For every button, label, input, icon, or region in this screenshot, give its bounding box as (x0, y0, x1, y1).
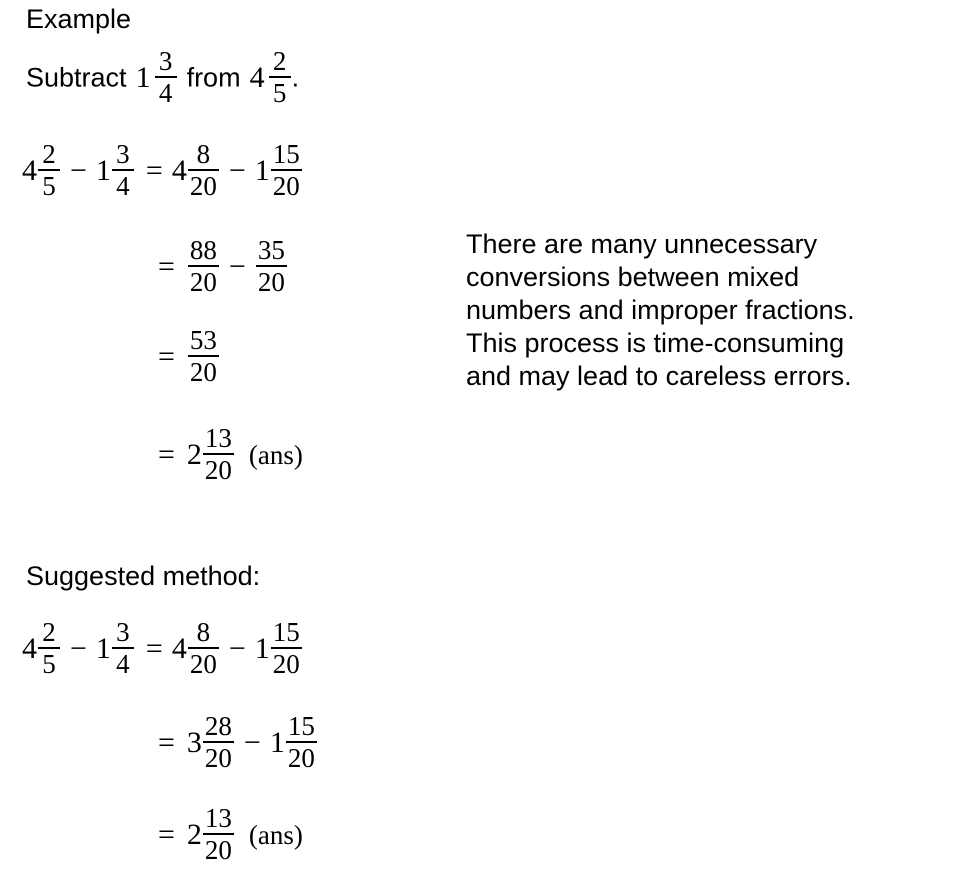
denominator: 5 (42, 171, 56, 202)
whole-number: 4 (171, 154, 187, 188)
numerator: 2 (42, 139, 56, 169)
denominator: 20 (204, 743, 232, 774)
fraction (38, 617, 60, 679)
fraction (203, 423, 234, 485)
page-title: Example (26, 4, 132, 34)
denominator: 20 (189, 171, 217, 202)
commentary-line: This process is time-consuming (466, 328, 845, 358)
whole-number: 3 (186, 726, 202, 760)
whole-number: 4 (22, 154, 37, 188)
equals-sign: = (145, 154, 163, 188)
whole-number: 2 (186, 438, 202, 472)
numerator: 3 (116, 617, 130, 647)
equation-row (22, 618, 303, 680)
denominator: 4 (116, 171, 130, 202)
numerator: 3 (158, 46, 173, 76)
commentary-text (466, 228, 946, 393)
numerator: 3 (116, 139, 130, 169)
denominator: 20 (257, 267, 285, 298)
denominator: 20 (189, 357, 217, 388)
whole-number: 4 (171, 632, 187, 666)
fraction (112, 139, 134, 201)
equals-sign: = (158, 250, 175, 284)
problem-term-1 (136, 47, 178, 109)
equals-sign: = (145, 632, 163, 666)
whole-number: 1 (254, 632, 270, 666)
denominator: 20 (189, 267, 217, 298)
fraction (38, 139, 60, 201)
denominator: 4 (158, 78, 173, 109)
whole-number: 2 (186, 818, 202, 852)
equation-row (158, 424, 303, 486)
denominator: 20 (272, 649, 300, 680)
problem-term-2 (250, 47, 292, 109)
fraction (203, 803, 234, 865)
commentary-line: and may lead to careless errors. (466, 361, 852, 391)
problem-term-1-whole: 1 (135, 61, 151, 95)
whole-number: 1 (95, 154, 111, 188)
numerator: 35 (257, 235, 285, 265)
equation-row (158, 326, 220, 388)
numerator: 13 (204, 423, 232, 453)
fraction (256, 235, 287, 297)
denominator: 20 (204, 455, 232, 486)
denominator: 5 (272, 78, 287, 109)
numerator: 28 (204, 711, 232, 741)
numerator: 15 (287, 711, 315, 741)
equals-sign: = (158, 726, 175, 760)
numerator: 88 (189, 235, 217, 265)
fraction (203, 711, 234, 773)
fraction (271, 139, 302, 201)
commentary-line: numbers and improper fractions. (466, 295, 855, 325)
denominator: 20 (287, 743, 315, 774)
whole-number: 4 (22, 632, 37, 666)
numerator: 15 (272, 617, 300, 647)
commentary-line: There are many unnecessary (466, 229, 818, 259)
fraction (188, 325, 219, 387)
numerator: 15 (272, 139, 300, 169)
problem-term-2-fraction (269, 46, 291, 108)
answer-note: (ans) (248, 439, 303, 470)
minus-operator: − (70, 632, 87, 666)
fraction (188, 235, 219, 297)
problem-term-1-fraction (155, 46, 177, 108)
numerator: 13 (204, 803, 232, 833)
denominator: 20 (189, 649, 217, 680)
suggested-method-label: Suggested method: (26, 561, 261, 591)
minus-operator: − (70, 154, 87, 188)
answer-note: (ans) (248, 819, 303, 850)
denominator: 4 (116, 649, 130, 680)
minus-operator: − (228, 250, 246, 284)
denominator: 20 (272, 171, 300, 202)
equation-row (158, 712, 318, 774)
fraction (286, 711, 317, 773)
numerator: 2 (272, 46, 287, 76)
problem-middle: from (186, 62, 241, 93)
denominator: 5 (42, 649, 56, 680)
problem-suffix: . (291, 62, 300, 93)
fraction (188, 617, 219, 679)
fraction (188, 139, 219, 201)
whole-number: 1 (254, 154, 270, 188)
equals-sign: = (158, 818, 175, 852)
whole-number: 1 (269, 726, 285, 760)
equation-row (158, 236, 288, 298)
fraction (271, 617, 302, 679)
commentary-line: conversions between mixed (466, 262, 800, 292)
problem-prefix: Subtract (26, 62, 127, 93)
numerator: 8 (196, 617, 211, 647)
equation-row (158, 804, 303, 866)
denominator: 20 (204, 835, 232, 866)
numerator: 2 (42, 617, 56, 647)
problem-term-2-whole: 4 (249, 61, 265, 95)
equals-sign: = (158, 340, 175, 374)
numerator: 53 (189, 325, 217, 355)
minus-operator: − (228, 632, 246, 666)
equation-row (22, 140, 303, 202)
minus-operator: − (243, 726, 261, 760)
numerator: 8 (196, 139, 211, 169)
problem-statement (26, 48, 299, 110)
fraction (112, 617, 134, 679)
minus-operator: − (228, 154, 246, 188)
whole-number: 1 (95, 632, 111, 666)
equals-sign: = (158, 438, 175, 472)
